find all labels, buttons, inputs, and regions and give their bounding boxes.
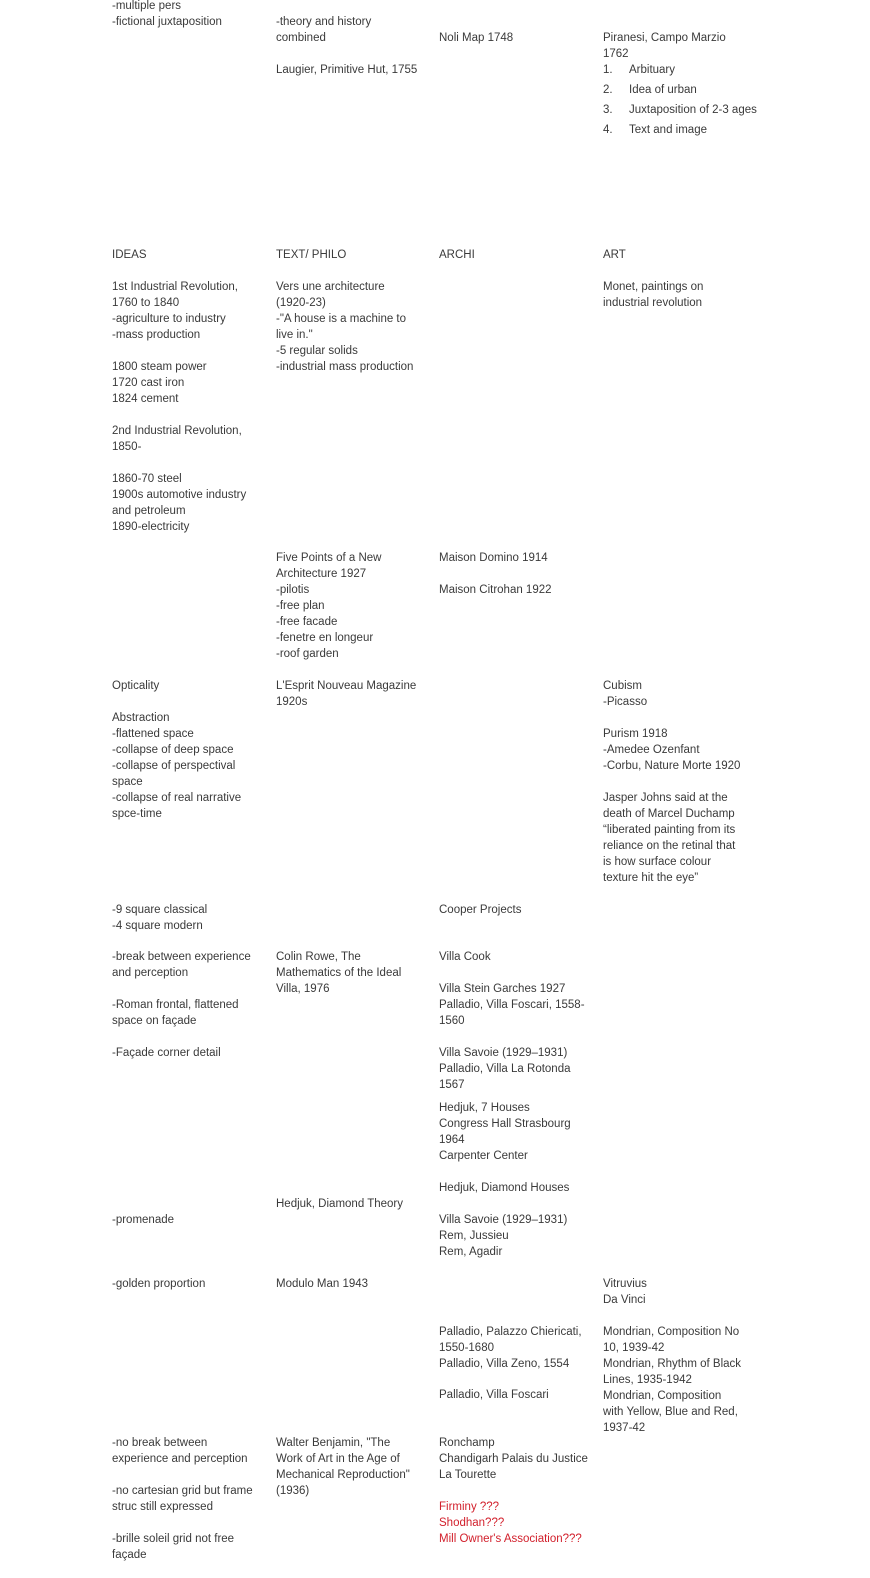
ideas-materials-dates: 1800 steam power 1720 cast iron 1824 cement: [112, 361, 207, 405]
ideas-promenade: -promenade: [112, 1214, 175, 1226]
archi-villa-cook: Villa Cook: [439, 951, 491, 963]
list-item: 3. Juxtaposition of 2-3 ages: [603, 104, 757, 116]
text-walter-benjamin: Walter Benjamin, "The Work of Art in the Age of Mechanical Reproduction" (1936): [276, 1437, 410, 1497]
text-colin-rowe: Colin Rowe, The Mathematics of the Ideal Villa, 1976: [276, 951, 402, 995]
text-laugier: Laugier, Primitive Hut, 1755: [276, 64, 418, 76]
header-ideas: IDEAS: [112, 249, 147, 261]
art-jasper-johns: Jasper Johns said at the death of Marcel Duchamp “liberated painting from its reliance on the retinal that is how surface colour texture hit the eye”: [603, 792, 736, 884]
archi-cooper-projects: Cooper Projects: [439, 904, 522, 916]
ideas-opticality: Opticality: [112, 680, 160, 692]
ideas-steel-automotive: 1860-70 steel 1900s automotive industry and petroleum 1890-electricity: [112, 473, 247, 533]
archi-palladio-foscari: Palladio, Villa Foscari: [439, 1389, 549, 1401]
archi-hedjuk-seven-houses: Hedjuk, 7 Houses Congress Hall Strasbourg 1964 Carpenter Center: [439, 1102, 571, 1162]
ideas-facade-corner: -Façade corner detail: [112, 1047, 221, 1059]
header-archi: ARCHI: [439, 249, 475, 261]
ideas-golden-proportion: -golden proportion: [112, 1278, 206, 1290]
text-modulo-man: Modulo Man 1943: [276, 1278, 369, 1290]
ideas-roman-frontal: -Roman frontal, flattened space on façade: [112, 999, 239, 1027]
text-theory-history: -theory and history combined: [276, 16, 372, 44]
list-item: 1. Arbituary: [603, 64, 676, 76]
archi-villa-savoie-rem: Villa Savoie (1929–1931) Rem, Jussieu Rem, Agadir: [439, 1214, 568, 1258]
list-item: 4. Text and image: [603, 124, 707, 136]
archi-uncertain-projects: Firminy ??? Shodhan??? Mill Owner's Association???: [439, 1501, 582, 1545]
art-vitruvius: Vitruvius Da Vinci: [603, 1278, 647, 1306]
archi-maison-citrohan: Maison Citrohan 1922: [439, 584, 552, 596]
art-monet: Monet, paintings on industrial revolution: [603, 281, 704, 309]
art-piranesi: Piranesi, Campo Marzio 1762: [603, 32, 726, 60]
archi-maison-domino: Maison Domino 1914: [439, 552, 548, 564]
ideas-nine-square: -9 square classical -4 square modern: [112, 904, 208, 932]
archi-villa-stein: Villa Stein Garches 1927 Palladio, Villa Foscari, 1558- 1560: [439, 983, 585, 1027]
piranesi-numbered-list: [603, 62, 757, 142]
text-five-points: Five Points of a New Architecture 1927 -pilotis -free plan -free facade -fenetre en longeur -roof garden: [276, 552, 382, 660]
archi-palladio-chiericati: Palladio, Palazzo Chiericati, 1550-1680 Palladio, Villa Zeno, 1554: [439, 1326, 582, 1370]
art-cubism: Cubism -Picasso: [603, 680, 648, 708]
ideas-second-industrial-revolution: 2nd Industrial Revolution, 1850-: [112, 425, 242, 453]
ideas-first-industrial-revolution: 1st Industrial Revolution, 1760 to 1840 -agriculture to industry -mass production: [112, 281, 238, 341]
ideas-brise-soleil: -brille soleil grid not free façade: [112, 1533, 235, 1561]
ideas-multiple-perspectives: -multiple pers -fictional juxtaposition: [112, 0, 222, 28]
text-hedjuk-diamond-theory: Hedjuk, Diamond Theory: [276, 1198, 403, 1210]
text-vers-une-architecture: Vers une architecture (1920-23) -"A house is a machine to live in." -5 regular solids -industrial mass production: [276, 281, 414, 373]
ideas-no-cartesian-grid: -no cartesian grid but frame struc still expressed: [112, 1485, 253, 1513]
archi-ronchamp: Ronchamp Chandigarh Palais du Justice La Tourette: [439, 1437, 588, 1481]
archi-hedjuk-diamond-houses: Hedjuk, Diamond Houses: [439, 1182, 570, 1194]
header-text-philo: TEXT/ PHILO: [276, 249, 347, 261]
art-purism: Purism 1918 -Amedee Ozenfant -Corbu, Nature Morte 1920: [603, 728, 741, 772]
text-esprit-nouveau: L'Esprit Nouveau Magazine 1920s: [276, 680, 417, 708]
ideas-abstraction: Abstraction -flattened space -collapse of deep space -collapse of perspectival space -collapse of real narrative spce-time: [112, 712, 242, 820]
ideas-no-break: -no break between experience and perception: [112, 1437, 248, 1465]
list-item: 2. Idea of urban: [603, 84, 697, 96]
art-mondrian: Mondrian, Composition No 10, 1939-42 Mondrian, Rhythm of Black Lines, 1935-1942 Mondrian, Composition with Yellow, Blue and Red, 1937-42: [603, 1326, 742, 1434]
header-art: ART: [603, 249, 626, 261]
archi-villa-savoie: Villa Savoie (1929–1931) Palladio, Villa La Rotonda 1567: [439, 1047, 571, 1091]
archi-noli-map: Noli Map 1748: [439, 32, 514, 44]
ideas-break-experience: -break between experience and perception: [112, 951, 251, 979]
